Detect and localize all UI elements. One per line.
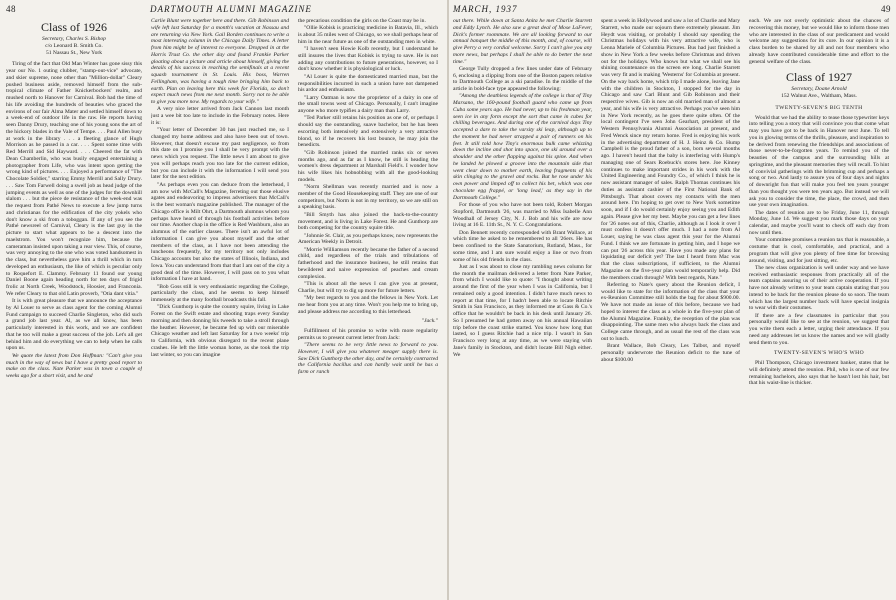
left-magazine-title: DARTMOUTH ALUMNI MAGAZINE (150, 4, 312, 14)
right-page (449, 0, 896, 600)
paragraph: Carlie Blunt were together here and there. Gib Robinson and wife left last Saturday for a month's vacation at Nassau and are returning via New York. Gail Borden continues to write a most interesting column in the Chicago Daily Times. A letter from him might be of interest to everyone. Dropped in at the Harris Trust Co. the other day and found Frankie Parker gloating about a picture and article about himself, giving the details of his success in reaching the semifinals at a recent squash tournament in St. Louis. His boss, Warren Fellingham, was having a tough time bringing him back to earth. Plan on leaving here this week for Florida, so don't expect much news from me next month. Sorry not to be able to give you more now. My regards to your wife." (151, 18, 289, 105)
left-column-3 (298, 18, 438, 596)
paragraph: "Al Louer is quite the domesticated married man, but the responsibilities incurred in such a union have not dampened his ardor and enthusiasm. (298, 73, 438, 94)
paragraph: the precarious condition the girls on the Coast may be in. (298, 18, 426, 24)
paragraph: Just as I was about to close my rambling news column for the month the mailman delivered a letter from Nate Parker, from which I would like to quote: "I thought about writing around the first of the year when I was in California, but I remained only a good intention. I didn't have much news to report at that time, for I hadn't been able to locate Ritchie Smith in San Francisco, as they informed me at Gass & Co.'s office that he wouldn't be back in his desk until January 26. So I presumed he had gotten away on his annual Hawaiian trip before the coast strike started. You know how long that lasted, so I guess Ritchie had a nice trip. I wasn't in San Francisco very long at any time, as we were staying with Jane's family in Stockton, and didn't locate Bill Nigh either. We (453, 263, 592, 358)
paragraph: out there. While down at Santa Anita he met Charlie Starrett and Eddy Lynch. He also saw a great deal of Mose LaFever, Dick's former roommate. We are all looking forward to our annual banquet the middle of this month, and, of course, will give Perry a very cordial welcome. Sorry I can't give you any more news, but perhaps I shall be able to do better the next time." (453, 18, 592, 65)
paragraph: "Gib Robinson joined the married ranks six or seven months ago, and as far as I know, he still is heading the women's dress department at Marshall Field's. I wonder how his wife likes his hobnobbing with all the good-looking models. (298, 149, 438, 183)
paragraph: "Bill Smyth has also joined the back-to-the-country movement, and is living in Lake Forest. He and Gunthorp are both competing for the country squire title. (298, 211, 438, 232)
paragraph: spent a week in Hollywood and saw a lot of Charlie and Mary Starrett, who made our sojourn there extremely pleasant. Jim Heydt was visiting, or probably I should say spending the Christmas holidays with his very attractive wife, who is Lenna Mariele of Columbia Pictures. Bus had just finished a show in New York a few weeks before Christmas and driven out for the holidays. Who knows but what we shall see his shining countenance on the screen ere long. Charlie Starrett was very fit and is making 'Westerns' for Columbia at present. On the way back home, which trip I made alone, leaving Jane with the children in Stockton, I stopped for the day in Chicago and saw Carl Blunt and Gib Robinson and their respective wives. Gib is now an old married man of almost a year, and his wife is very attractive. Perhaps you've seen him in New York recently, as he goes there quite often. Of the local contingent I've seen John Gearhart, president of the Western Pennsylvania Alumni Association at present, and Fred Wenck since my return home. Fred is enjoying his work in the advertising department of H. J. Heinz & Co. Hump Campbell is the proud father of a son, born several months ago. I haven't heard that the baby is interfering with Hump's managing one of Sears Roebuck's stores here. Joe Kinney continues to make important strides in his work with the United Engineering and Foundry Co., of which I think he is now assistant manager of sales. Ralph Thomas continues his duties as assistant cashier of the First National Bank of Pittsburgh. That about covers my contacts with the men around here. I'm hoping to get over to New York sometime soon, and if I do would certainly enjoy seeing you and Edith again. Please give her my best. Maybe you can get a few lines for '26 notes out of this, Charlie, although as I look it over I must confess it doesn't offer much. I had a note from Al Louer, saying he was class agent this year for the Alumni Fund. I think we are fortunate in getting him, and I hope we can put '26 across this year. Have you made any plans for liquidating our deficit yet? The last I heard from Mac was that the class subscriptions, if sufficient, to the Alumni Magazine on the five-year plan would temporarily help. Did the members crash through? With best regards, Nate." (601, 18, 740, 281)
paragraph: each. We are not overly optimistic about the chances of recovering this money, but we would like to inform those men who are interested in the class of our predicament and would welcome any suggestions for its cure. In our opinion it is a class burden to be shared by all and not four members who already have contributed considerable time and effort to the general welfare of the class. (749, 18, 889, 65)
paragraph: Brant Wallace, Bob Cleary, Les Talbot, and myself personally underwrote the Reunion deficit to the tune of about $100.00 (601, 343, 740, 363)
class-1926-address-2: 51 Nassau St., New York (45, 49, 103, 56)
paragraph: "Morrie Williamson recently became the father of a second child, and regardless of the trials and tribulations of fatherhood and the insurance business, he still retains that bewildered and naive expression of peaches and cream complexion. (298, 246, 438, 280)
paragraph: It is with great pleasure that we announce the acceptance by Al Louer to serve as class agent for the coming Alumni Fund campaign to succeed Charlie Singleton, who did such a grand job last year. Al, as we all know, has been particularly interested in this work, and we are confident that he too will make a great success of the job. Let's all get behind him and do everything we can to help when he calls upon us. (6, 298, 142, 352)
class-1927-secretary: Secretary, Doane Arnold (791, 86, 847, 93)
right-page-number: 49 (881, 4, 891, 14)
left-page (0, 0, 447, 600)
subhead-whos-who: TWENTY-SEVEN'S WHO'S WHO (773, 350, 865, 357)
paragraph: "Johnnie St. Clair, as you perhaps know, now represents the American Weekly in Detroit. (298, 232, 438, 246)
paragraph: Don Bennett recently corresponded with Brant Wallace, at which time he asked to be remembered to all '26ers. He has been confined to the State Sanatorium, Rutland, Mass., for some time, and I am sure would enjoy a line or two from some of his old friends in the class. (453, 229, 592, 263)
paragraph: Tiring of the fact that Old Man Winter has gone sissy this year our No. 1 outing clubber, "stamp-out-vice" advocate, and skier supreme, none other than "Million-dollar" Cleary pushed business aside, removed himself from the sub-tropical climate of Father Knickerbockers' realm, and mushed north to Hanover for Carnival. Bob had the time of his life avoiding the hundreds of beauties who graced the environs of our fair Alma Mater and settled himself down to a week-end of outdoor life in the raw. He reports having seen Danny Drury, teaching one of his young sons the art of the hickory blades in the Vale of Tempe. . . . Paul Allen busy at work in the library . . . a fleeting glance of Hugh Morrison as he passed in a car. . . . Spent some time with Red Merrill and Sid Hayward. . . . Cheered the fat with Dean Chamberlin, who was busily engaged entertaining a photographer from Life, who was intent upon getting the wrong kind of pictures. . . . Enjoyed a performance of "The Chocolate Soldier," starring Emmy Merrill and Sally Drury. . . . Saw Tom Farwell doing a swell job as head judge of the jumping events as well as one of the judges for the downhill slalom . . . but the piece de resistance of the week-end was the request from Pathé News to execute a few jump turns and christianas for the edification of the city yokels who don't know a ski from a toboggan. If any of you see the Pathé newsreel of Carnival, Cleary is the last guy in the picture to start what appears to be a descent into the maelstrom. You won't recognize him, because the cameraman insisted upon taking a rear view. This, of course, was very annoying to the one who was voted handsomest in the class, but nevertheless gave him a thrill which in turn developed an enthusiasm, the like of which is peculiar only to Roquefort E. Clammy. February 11 found our young Daniel Boone again heading north for ten days of frigid frolic at North Creek, Woodstock, Hoosier, and Franconia. We refer Cleary to that old Latin proverb, "Otia dant vitia." (6, 61, 142, 297)
right-column-2 (601, 18, 740, 596)
left-column-1 (6, 18, 142, 596)
paragraph: Would that we had the ability to tease those typewriter keys into telling you a story that will convince you that come what may you have got to be back in Hanover next June. To tell you in glowing terms of the thrills, pleasure, and inspiration to be derived from renewing the friendships and associations of those never-to-be-forgotten years. To remind you of the beauties of the campus and the surrounding hills at springtime, and the pleasant memories they will recall. To hint of convivial gatherings with the brimming cup and perhaps a song or two. And lastly to assure you of four days and nights of downright fun that will make you feel ten years younger than you thought you were ten years ago. But instead we will ask you to consider the time, the place, the crowd, and then use your own imagination. (749, 114, 889, 209)
paragraph: "This is about all the news I can give you at present, Charlie, but will try to dig up more for future letters. (298, 281, 438, 294)
paragraph: "Ollie Kobisk is practicing medicine in Batavia, Ill., which is about 35 miles west of Chicago, so we shall perhaps hear of him in the near future as one of the outstanding men in white. (298, 25, 438, 45)
paragraph: "Bob Goss still is very enthusiastic regarding the College, particularly the class, and he seems to keep himself immensely at the many football broadcasts this fall. (151, 283, 289, 304)
class-1927-heading: Class of 1927 (786, 70, 852, 85)
paragraph: "There seems to be very little news to forward to you. However, I will give you whatever meager supply there is. Saw Dick Gunthorp the other day, and he certainly contracted the California bacillus and can hardly wait until he has a farm or ranch (298, 342, 438, 376)
right-issue-date: MARCH, 1937 (453, 4, 518, 14)
paragraph: The dates of reunion are to be Friday, June 11, through Monday, June 14. We suggest you mark those days on your calendar, and maybe you'll want to check off each day from now until then. (749, 209, 889, 236)
paragraph: "Your letter of December 30 has just reached me, so I changed my home address and also have been out of town. However, that doesn't excuse my past negligence, so from this date on I promise you I shall be very prompt with the news which you request. The little news I am about to give you will perhaps reach you too late for the current edition, but you can include it with the information I will send you later for the next edition. (151, 127, 289, 181)
paragraph: If there are a few classmates in particular that you personally would like to see at the reunion, we suggest that you write them each a letter, urging their attendance. If you need any addresses let us know the names and we will gladly send them to you. (749, 312, 889, 346)
paragraph: We quote the latest from Don Hoffman: "Can't give you much in the way of news but I have a pretty good report to make on the class. Nate Parker was in town a couple of weeks ago for a short visit, and he and (6, 352, 142, 380)
class-1926-heading: Class of 1926 (41, 20, 107, 34)
right-column-3 (749, 18, 889, 596)
paragraph: "I haven't seen Howie Kolb recently, but I understand he still insures the lives that Kobisk is trying to save. He is not adding any contributions to future generations, however, so I don't know whether it is physiological or luck. (298, 46, 438, 73)
left-page-number: 48 (6, 4, 16, 14)
paragraph: The new class organization is well under way and we have received enthusiastic responses from practically all of the team captains assuring us of their active cooperation. If you have not already written to your team captain stating that you intend to be back for the reunion please do so soon. The team which has the largest number back will have special insignia to wear with their costumes. (749, 264, 889, 312)
paragraph: Phil Thompson, Chicago investment banker, states that he will definitely attend the reunion. Phil, who is one of our few remaining bachelors, also says that he hasn't lost his hair, but that his waist-line is thicker. (749, 360, 889, 387)
left-column-2 (151, 18, 289, 596)
paragraph: For those of you who have not been told, Robert Morgan Stopford, Dartmouth '26, was married to Miss Isabelle Ann Woodhall of Jersey City, N. J. Bob and his wife are now living at 16 E. 11th St., N. Y. C. Congratulations. (453, 202, 592, 229)
class-1927-address: 152 Walnut Ave., Waltham, Mass. (781, 93, 857, 100)
right-column-1 (453, 18, 592, 596)
paragraph: "Ted Parker still retains his position as one of, or perhaps I should say the outstanding, suave bachelor, but he has been escorting both intensively and extensively a very attractive blond, so if he recovers his lost bounce, he may join the benedicts. (298, 115, 438, 149)
class-1926-secretary: Secretary, Charles S. Bishop (42, 36, 106, 42)
signature-jack: "Jack." (421, 318, 438, 325)
paragraph: "Dick Gunthorp is quite the country squire, living in Lake Forest on the Swift estate and shooting traps every Sunday morning and then donning his tweeds to take a stroll through the heather. However, he became fed up with our miserable Chicago weather and left last Saturday for a two weeks' trip to California, with obvious disregard to the recent plane crashes. He left the little woman home, as she took the trip last winter, so you can imagine (151, 304, 289, 358)
paragraph: "Among the deathless legends of the college is that of Tiny Marsano, the 160-pound football guard who came up from Cuba some years ago. He had never, up to his freshman year, seen ice in any form except the sort that came in cubes for chilling beverages. And during one of the carnival days Tiny accepted a dare to take the varsity ski leap, although up to the moment he had never strapped a pair of runners on his feet. It still told how Tiny's enormous bulk came whizzing down the incline and shot into space, one ski around over a shoulder and the other flapping against his spine. And when he landed he plowed a groove into the mountain side that went clear down to mother earth, leaving fragments of his skin clinging to the gravel and rocks. But he rose under his own power and limped off to collect his bet, which was one chocolate egg frappé, or 'long lead,' as they say in the Dartmouth College." (453, 93, 592, 201)
class-1926-address-1: c/o Leonard B. Smith Co. (45, 42, 103, 49)
paragraph: Referring to Nate's query about the Reunion deficit, I would like to state for the information of the class that your ex-Reunion Committee still holds the bag for about $900.00. We have not made an issue of this before, because we had hoped to interest the class as a whole in the five-year plan of the Alumni Magazine. Frankly, the reception of the plan was disappointing. The same men who always back the class and College came through, and as usual the rest of the class was out to lunch. (601, 281, 740, 342)
paragraph: A very nice letter arrived from Jack Cannon last month just a wee bit too late to include in the February notes. Here it is: (151, 106, 289, 126)
subhead-big-tenth: TWENTY-SEVEN'S BIG TENTH (775, 104, 863, 111)
paragraph: Your committee promises a reunion tax that is reasonable, a costume that is cool, comfortable, and practical, and a program that will give you plenty of free time for browsing around, visiting, and for just sitting, etc. (749, 237, 889, 264)
paragraph: "As perhaps even you can deduce from the letterhead, I am now with McCall's Magazine, ferreting out those elusive agates and endeavoring to impress advertisers that McCall's is the best woman's magazine published. The manager of the Chicago office is Milt Ohrt, a Dartmouth alumnus whom you perhaps have heard of through his football activities before our time. Another chap in the office is Red Washburn, also an alumnus of the earlier classes. There isn't an awful lot of information I can give you about myself and the other members of the class, as I have not been attending the luncheons frequently, for my territory not only includes Chicago accounts but also the states of Illinois, Indiana, and Iowa. You can understand from that that I am out of the city a good deal of the time. However, I will pass on to you what information I have at hand. (151, 181, 289, 283)
paragraph: George Tully dropped a few lines under date of February 6, enclosing a clipping from one of the Boston papers relative to Dartmouth College as a ski paradise. In the middle of the article in bold-face type appeared the following: (453, 65, 592, 93)
paragraph: "Larry Oatman is now the proprietor of a dairy in one of the small towns west of Chicago. Personally, I can't imagine anyone who more typifies a dairy man than Larry. (298, 94, 438, 115)
paragraph: "My best regards to you and the fellows in New York. Let me hear from you at any time. Won't you help me to bring up, and please address me according to this letterhead. (298, 295, 438, 315)
paragraph: "Norm Shellman was recently married and is now a member of the Good Housekeeping staff. They are one of our competitors, but Norm is not in my territory, so we are still on a speaking basis. (298, 184, 438, 211)
paragraph: Fulfillment of his promise to write with more regularity permits us to present current letter from Jack: (298, 328, 438, 341)
